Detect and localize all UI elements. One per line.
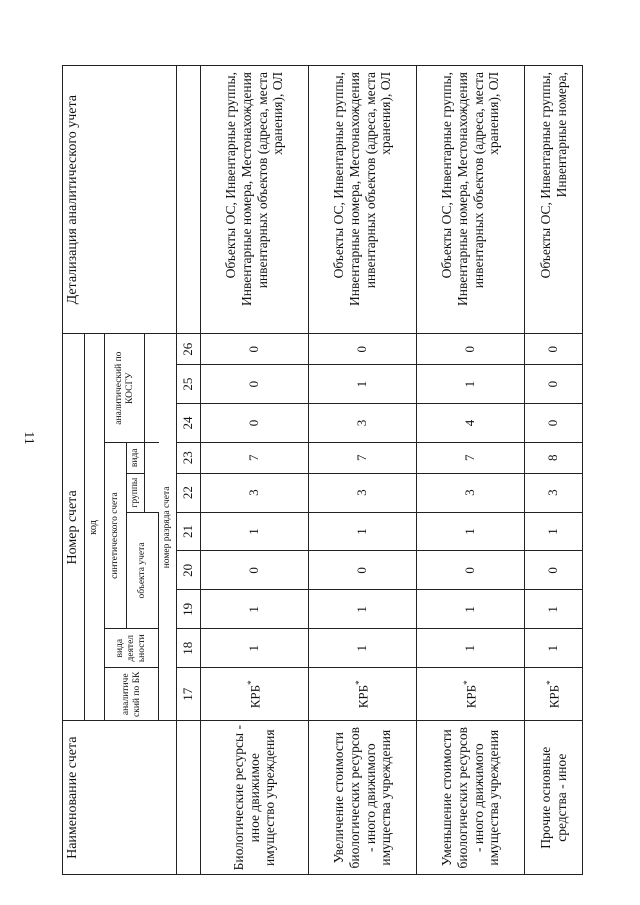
digit-23: 23 (177, 442, 201, 473)
accounts-table-sheet (62, 65, 582, 875)
code-cell: 0 (309, 334, 417, 365)
account-name: Прочие основные средства - иное (525, 721, 583, 875)
code-cell: 0 (525, 551, 583, 590)
header-synthetic-account: синтетического счета (105, 442, 127, 628)
code-cell: 4 (417, 404, 525, 443)
code-cell: 1 (309, 590, 417, 629)
code-cell: 0 (201, 551, 309, 590)
code-cell: 1 (525, 512, 583, 551)
digit-26: 26 (177, 334, 201, 365)
header-code: код (85, 334, 105, 721)
krb-code: КРБ* (525, 668, 583, 721)
code-cell: 1 (201, 512, 309, 551)
code-cell: 8 (525, 442, 583, 473)
header-analytic-detail: Детализация аналитического учета (63, 66, 177, 334)
code-cell: 1 (525, 629, 583, 668)
krb-code: КРБ* (201, 668, 309, 721)
header-group: группы (127, 473, 145, 512)
analytic-detail: Объекты ОС, Инвентарные группы, Инвентарные номера, Местонахождения инвентарных объектов (адреса, места хранения), ОЛ (417, 66, 525, 334)
code-cell: 1 (201, 629, 309, 668)
header-kind: вида (127, 442, 145, 473)
header-account-name: Наименование счета (63, 721, 177, 875)
digit-19: 19 (177, 590, 201, 629)
digit-20: 20 (177, 551, 201, 590)
code-cell: 3 (417, 473, 525, 512)
header-digit-row: номер разряда счета (159, 334, 177, 721)
digit-17: 17 (177, 668, 201, 721)
code-cell: 0 (525, 365, 583, 404)
code-cell: 3 (309, 473, 417, 512)
code-cell: 0 (309, 551, 417, 590)
code-cell: 3 (201, 473, 309, 512)
account-name: Уменьшение стоимости биологических ресурсов - иного движимого имущества учреждения (417, 721, 525, 875)
code-cell: 7 (201, 442, 309, 473)
code-cell: 1 (309, 512, 417, 551)
code-cell: 1 (525, 590, 583, 629)
table-row (417, 66, 525, 875)
krb-code: КРБ* (417, 668, 525, 721)
code-cell: 1 (201, 590, 309, 629)
header-analytic-kosgu: аналитический по КОСГУ (105, 334, 145, 443)
code-cell: 0 (525, 404, 583, 443)
code-cell: 1 (417, 512, 525, 551)
code-cell: 1 (309, 365, 417, 404)
code-cell: 1 (417, 629, 525, 668)
analytic-detail: Объекты ОС, Инвентарные группы, Инвентарные номера, Местонахождения инвентарных объектов (адреса, места хранения), ОЛ (201, 66, 309, 334)
header-activity-kind: вида деятел ьности (105, 629, 159, 668)
code-cell: 7 (417, 442, 525, 473)
header-account-number: Номер счета (63, 334, 85, 721)
code-cell: 0 (417, 551, 525, 590)
analytic-detail: Объекты ОС, Инвентарные группы, Инвентарные номера, Местонахождения инвентарных объектов (адреса, места хранения), ОЛ (309, 66, 417, 334)
header-analytic-bk: аналитиче ский по БК (105, 668, 159, 721)
code-cell: 3 (525, 473, 583, 512)
code-cell: 0 (417, 334, 525, 365)
account-name: Биологические ресурсы - иное движимое имущество учреждения (201, 721, 309, 875)
page-number: 11 (21, 431, 36, 445)
digit-24: 24 (177, 404, 201, 443)
code-cell: 0 (201, 365, 309, 404)
analytic-detail: Объекты ОС, Инвентарные группы, Инвентарные номера, (525, 66, 583, 334)
code-cell: 0 (201, 334, 309, 365)
digit-25: 25 (177, 365, 201, 404)
krb-code: КРБ* (309, 668, 417, 721)
account-name: Увеличение стоимости биологических ресурсов - иного движимого имущества учреждения (309, 721, 417, 875)
digit-21: 21 (177, 512, 201, 551)
code-cell: 3 (309, 404, 417, 443)
table-row (525, 66, 583, 875)
table-row (309, 66, 417, 875)
digit-18: 18 (177, 629, 201, 668)
code-cell: 1 (309, 629, 417, 668)
code-cell: 0 (525, 334, 583, 365)
code-cell: 1 (417, 365, 525, 404)
digit-22: 22 (177, 473, 201, 512)
table-row (201, 66, 309, 875)
code-cell: 1 (417, 590, 525, 629)
code-cell: 0 (201, 404, 309, 443)
accounts-table (62, 65, 583, 875)
code-cell: 7 (309, 442, 417, 473)
header-account-object: объекта учета (127, 512, 159, 629)
